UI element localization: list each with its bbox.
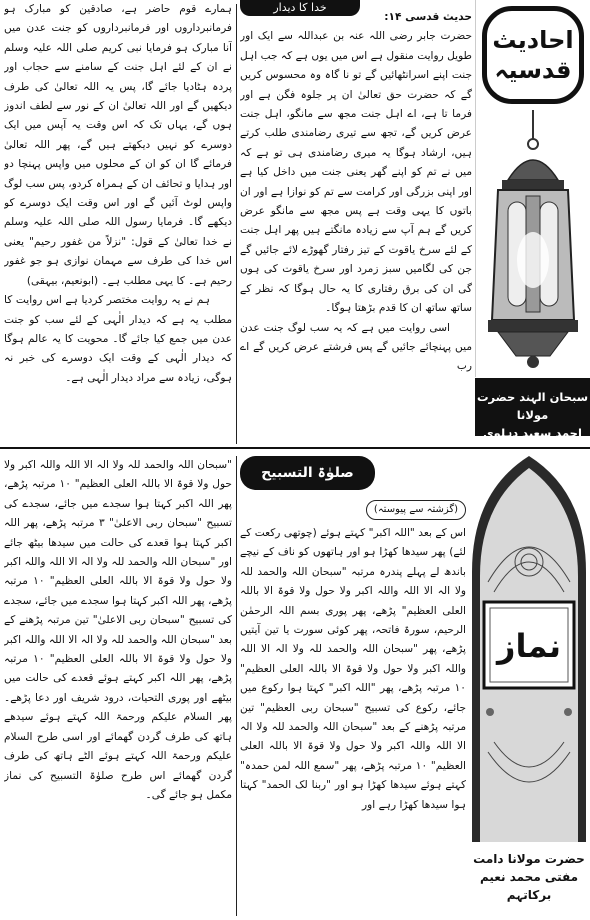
bottom-left-column (4, 456, 232, 916)
lantern-illustration (478, 110, 588, 372)
top-left-paragraph: ہمارے قوم حاضر ہے، صادقین کو مبارک ہو فرمانبرداروں اور فرمانبرداروں کو جنت عدن میں آنا مبارک ہو فرمایا نبی کریم صلی اللہ علیہ وسلم نے ان کے لئے اہل جنت کے سامنے سے حجاب اور پردہ ہٹادیا جائے گا، پس یہ اللہ تعالیٰ کی طرف دیکھیں گے اور اللہ تعالیٰ ان کے نور سے لطف اندوز ہوں گے، یہاں تک کہ اس وقت یہ آپس میں ایک دوسرے کو نہیں دیکھتے ہیں گے، پھر اللہ تعالیٰ فرمائے گا ان کو ان کے محلوں میں واپس پہنچا دو اور ہدایا و تحائف ان کے ہمراہ کردو، پس سب لوگ واپس لوٹ آئیں گے اور اس وقت ایک دوسرے کو دیکھے گا۔ فرمایا رسول اللہ صلی اللہ علیہ وسلم نے خدا تعالیٰ کے قول: "نزلاً من غفور رحیم" یعنی اس خدا کی طرف سے مہمان نوازی ہو جو غفور رحیم ہے۔ کا یہی مطلب ہے۔ (ابونعیم، بیہقی) (4, 3, 232, 287)
column-divider (236, 4, 237, 444)
series-title-badge (482, 6, 584, 104)
continued-label: (گزشتہ سے پیوستہ) (366, 500, 466, 520)
hadith-heading: حدیث قدسی ۱۴: (384, 11, 472, 23)
top-middle-paragraph: اسی روایت میں ہے کہ یہ سب لوگ جنت عدن میں پہنچائے جائیں گے پس فرشتے عرض کریں گے اے رب (240, 321, 472, 373)
author-line1: سبحان الہند حضرت مولانا (476, 390, 589, 422)
author-line2: احمد سعید دہلوی (483, 426, 582, 440)
bottom-middle-paragraph: اس کے بعد "اللہ اکبر" کہتے ہوئے (چوتھی رکعت کے لئے) پھر سیدھا کھڑا ہو اور ہاتھوں کو ناف کے نیچے باندھ لے پہلے پندرہ مرتبہ "سبحان اللہ والحمد للہ ولا الہ الا اللہ واللہ اکبر ولا حول ولا قوۃ الا باللہ العلی العظیم" پڑھے، پھر پوری بسم اللہ الرحمٰن الرحیم، سورۃ فاتحہ، پھر کوئی سورت یا تین آیتیں پڑھے، پھر "سبحان اللہ والحمد للہ ولا الہ الا اللہ واللہ اکبر ولا حول ولا قوۃ الا باللہ العلی العظیم" ۱۰ مرتبہ پڑھے، پھر "اللہ اکبر" کہتا ہوا رکوع میں جائے، رکوع کی تسبیح "سبحان ربی العظیم" تین مرتبہ پڑھنے کے بعد "سبحان اللہ والحمد للہ ولا الہ الا اللہ واللہ اکبر ولا حول ولا قوۃ الا باللہ العلی العظیم" ۱۰ مرتبہ پڑھے، پھر "سمع اللہ لمن حمدہ" کہتے ہوئے سیدھا کھڑا ہو اور "ربنا لک الحمد" کہتا ہوا سیدھا کھڑا رہے اور (240, 527, 466, 811)
author-line1: حضرت مولانا دامت (473, 852, 585, 866)
series-title-line2: قدسیہ (494, 56, 572, 84)
author-line2: مفتی محمد نعیم برکاتہم (479, 870, 579, 902)
series-title-line1: احادیث (492, 26, 574, 54)
author-credit-bottom (468, 844, 590, 920)
top-section-tab: خدا کا دیدار (240, 0, 360, 16)
top-left-column (4, 0, 232, 444)
top-middle-paragraph: حضرت جابر رضی اللہ عنہ بن عبداللہ سے ایک اور طویل روایت منقول ہے اس میں یوں ہے کہ جب اہل جنت اپنے اسرانٹھائیں گے تو نا گاہ وہ محسوس کریں گے کہ حضرت حق تعالیٰ ان پر جلوہ فگن ہے اور فرما تا ہے، اے اہل جنت مجھ سے مانگو، اہل جنت عرض کریں گے، تجھ سے تیری رضامندی طلب کرتے ہیں، ارشاد ہوگا یہ میری رضامندی ہی تو ہے کہ میں نے تم کو اپنے گھر یعنی جنت میں داخل کیا ہے اور اپنی بزرگی اور کرامت سے تم کو نوازا ہے اور ان باتوں کا یہی وقت ہے پس مجھ سے مانگو عرض کریں گے ہم آپ سے زیادہ مانگتے ہیں پھر اہل جنت کے لئے سرخ یاقوت کے تیز رفتار گھوڑے لائے جائیں گے جن کی لگامیں سبز زمرد اور سرخ یاقوت کی ہوں گی ان کی برق رفتاری کا یہ حال ہوگا کہ نظر کے ساتھ ساتھ ان کا قدم بڑھتا ہوگا۔ (240, 30, 472, 315)
bottom-section-tab: صلوٰۃ التسبیح (240, 456, 375, 490)
namaz-art-title: نماز (497, 627, 561, 665)
column-divider (236, 456, 237, 916)
top-middle-column (240, 8, 472, 444)
section-divider (0, 447, 590, 449)
top-left-paragraph: ہم نے یہ روایت مختصر کردیا ہے اس روایت کا مطلب یہ ہے کہ دیدار الٰہی کے لئے سب کو جنت عدن میں جمع کیا جائے گا۔ محویت کا یہ عالم ہوگا کہ دیدار الٰہی کے وقت ایک دوسرے کی خبر نہ ہوگی، زیادہ سے مراد دیدار الٰہی ہے۔ (4, 294, 232, 384)
author-credit-top (475, 378, 590, 440)
bottom-middle-column (240, 524, 466, 916)
bottom-left-paragraph: "سبحان اللہ والحمد للہ ولا الہ الا اللہ واللہ اکبر ولا حول ولا قوۃ الا باللہ العلی العظیم" ۱۰ مرتبہ پڑھے، پھر اللہ اکبر کہتا ہوا سجدے میں جائے، سجدے کی تسبیح "سبحان ربی الاعلیٰ" ۳ مرتبہ پڑھے، پھر اللہ اکبر کہتا ہوا قعدے کی حالت میں سیدھا بیٹھ جائے اور "سبحان اللہ والحمد للہ ولا الہ الا اللہ واللہ اکبر ولا حول ولا قوۃ الا باللہ العلی العظیم" ۱۰ مرتبہ پڑھے، پھر اللہ اکبر کہتا ہوا سجدے میں جائے، سجدے کی تسبیح "سبحان ربی الاعلیٰ" تین مرتبہ پڑھنے کے بعد "سبحان اللہ والحمد للہ ولا الہ الا اللہ واللہ اکبر ولا حول ولا قوۃ الا باللہ العلی العظیم" ۱۰ مرتبہ پڑھے، پھر اللہ اکبر کہتے ہوئے قعدے کی حالت میں بیٹھے اور پوری التحیات، درود شریف اور دعا پڑھے۔ پھر السلام علیکم ورحمۃ اللہ کہتے ہوئے سیدھے ہاتھ کی طرف گردن گھمائے اور اسی طرح السلام علیکم ورحمۃ اللہ کہتے ہوئے الٹے ہاتھ کی طرف گردن گھمائے اس طرح صلوٰۃ التسبیح کی نماز مکمل ہو جائے گی۔ (4, 459, 232, 801)
